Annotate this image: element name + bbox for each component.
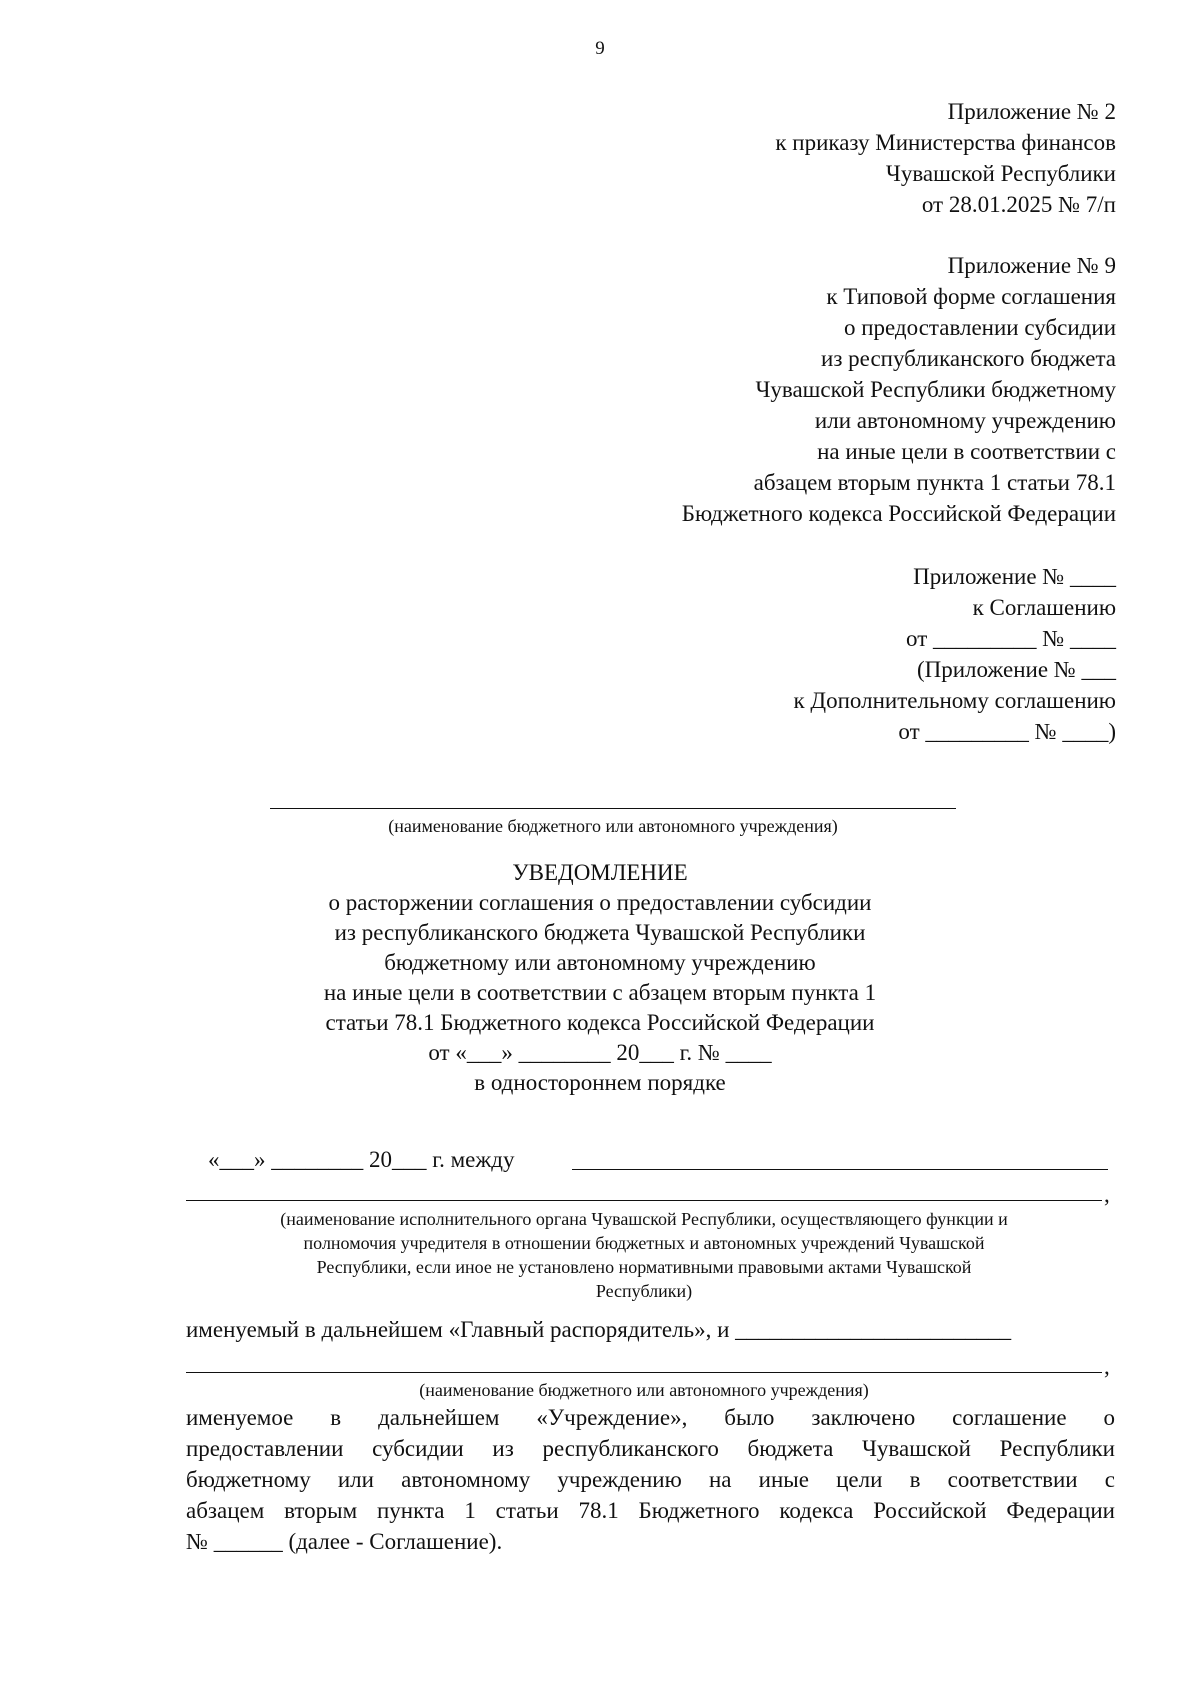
title-line: на иные цели в соответствии с абзацем вторым пункта 1 [323, 980, 877, 1005]
appendix-9-line: или автономному учреждению [814, 408, 1116, 433]
appendix-9-line: Приложение № 9 [947, 253, 1116, 278]
appendix-agreement-line: (Приложение № ___ [916, 657, 1116, 682]
appendix-9-line: на иные цели в соответствии с [817, 439, 1116, 464]
page-number: 9 [595, 38, 605, 59]
title-line: от «___» ________ 20___ г. № ____ [428, 1040, 772, 1065]
organ-name-line-2 [186, 1200, 1102, 1201]
paragraph-line: абзацем вторым пункта 1 статьи 78.1 Бюджетного кодекса Российской Федерации [186, 1498, 1115, 1523]
title-heading: УВЕДОМЛЕНИЕ [512, 860, 688, 885]
organ-caption-line: полномочия учредителя в отношении бюджетных и автономных учреждений Чувашской [303, 1233, 985, 1253]
paragraph-line: именуемое в дальнейшем «Учреждение», было заключено соглашение о [186, 1405, 1115, 1430]
body-paragraph [186, 1402, 1115, 1557]
appendix-agreement-line: от _________ № ____) [898, 719, 1116, 744]
organ-caption-line: Республики, если иное не установлено нормативными правовыми актами Чувашской [316, 1257, 972, 1277]
date-between-text: «___» ________ 20___ г. между [208, 1147, 515, 1172]
institution-name-line [270, 808, 956, 809]
title-line: в одностороннем порядке [474, 1070, 726, 1095]
paragraph-line: предоставлении субсидии из республиканского бюджета Чувашской Республики [186, 1436, 1115, 1461]
named-line: именуемый в дальнейшем «Главный распорядитель», и ________________________ [186, 1317, 1012, 1342]
comma: , [1104, 1354, 1110, 1379]
appendix-9-line: Бюджетного кодекса Российской Федерации [681, 501, 1116, 526]
appendix-9-line: о предоставлении субсидии [843, 315, 1116, 340]
title-line: бюджетному или автономному учреждению [384, 950, 816, 975]
organ-caption-line: (наименование исполнительного органа Чувашской Республики, осуществляющего функции и [280, 1209, 1008, 1229]
comma: , [1104, 1182, 1110, 1207]
appendix-2-header [775, 96, 1116, 220]
appendix-9-line: из республиканского бюджета [821, 346, 1116, 371]
appendix-9-line: к Типовой форме соглашения [826, 284, 1116, 309]
appendix-9-line: абзацем вторым пункта 1 статьи 78.1 [753, 470, 1116, 495]
appendix-agreement-line: от _________ № ____ [906, 626, 1116, 651]
institution-caption: (наименование бюджетного или автономного учреждения) [388, 816, 838, 836]
appendix-agreement-line: к Дополнительному соглашению [793, 688, 1116, 713]
appendix-9-header [682, 250, 1116, 529]
appendix-2-line: Чувашской Республики [885, 161, 1116, 186]
title-line: о расторжении соглашения о предоставлении субсидии [328, 890, 872, 915]
appendix-agreement-header [794, 561, 1117, 747]
institution-caption-2: (наименование бюджетного или автономного учреждения) [419, 1380, 869, 1400]
title-line: из республиканского бюджета Чувашской Республики [334, 920, 866, 945]
appendix-2-line: Приложение № 2 [947, 99, 1116, 124]
appendix-agreement-line: Приложение № ____ [913, 564, 1116, 589]
document-title [0, 858, 1200, 1098]
organ-name-line [572, 1169, 1108, 1170]
paragraph-line: № ______ (далее - Соглашение). [186, 1529, 503, 1554]
appendix-2-line: к приказу Министерства финансов [775, 130, 1116, 155]
institution-name-line-2 [186, 1372, 1102, 1373]
organ-caption-line: Республики) [595, 1281, 693, 1301]
appendix-9-line: Чувашской Республики бюджетному [755, 377, 1116, 402]
paragraph-line: бюджетному или автономному учреждению на иные цели в соответствии с [186, 1467, 1115, 1492]
organ-caption [186, 1207, 1102, 1303]
appendix-agreement-line: к Соглашению [972, 595, 1116, 620]
appendix-2-line: от 28.01.2025 № 7/п [921, 192, 1116, 217]
title-line: статьи 78.1 Бюджетного кодекса Российской Федерации [325, 1010, 875, 1035]
